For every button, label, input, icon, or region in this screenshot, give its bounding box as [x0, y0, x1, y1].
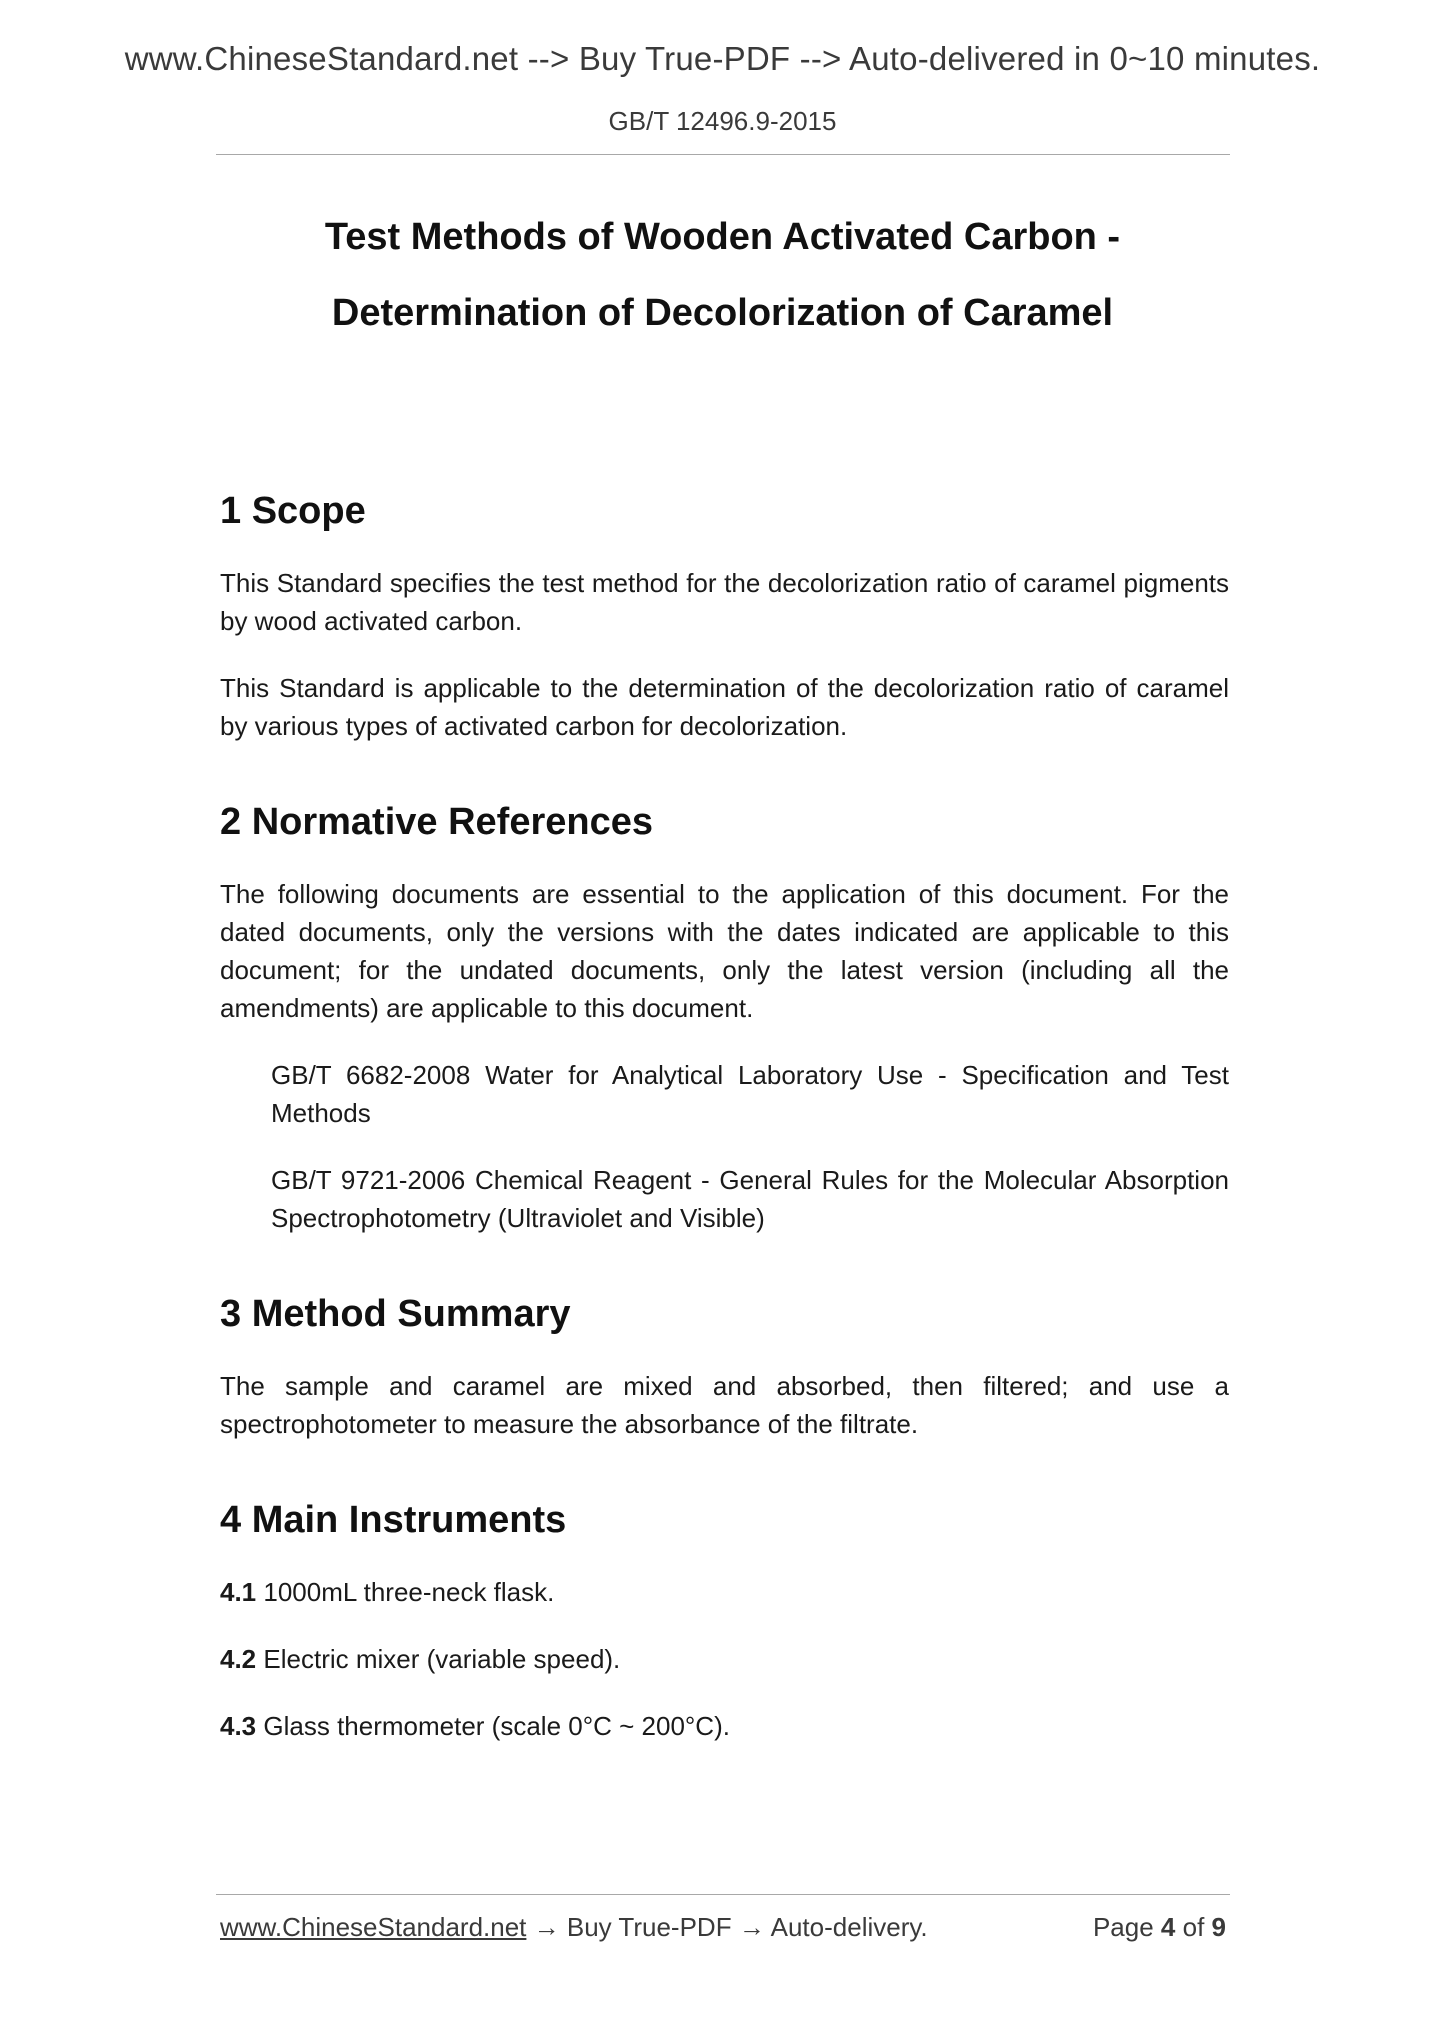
page-label: Page	[1092, 1912, 1154, 1942]
instrument-number: 4.3	[220, 1711, 257, 1741]
instrument-number: 4.1	[220, 1577, 257, 1607]
reference-item: GB/T 6682-2008 Water for Analytical Laboratory Use - Specification and Test Methods	[271, 1060, 1229, 1128]
instrument-item	[220, 1707, 1229, 1745]
instrument-number: 4.2	[220, 1644, 257, 1674]
document-title-line-2: Determination of Decolorization of Caramel	[331, 292, 1114, 334]
page-indicator	[1093, 1912, 1226, 1943]
footer-links	[220, 1912, 928, 1943]
scope-paragraph-2: This Standard is applicable to the determination of the decolorization ratio of caramel by various types of activated carbon for decolorization.	[220, 673, 1229, 741]
section-heading-main-instruments: 4 Main Instruments	[220, 1499, 567, 1541]
method-summary-paragraph: The sample and caramel are mixed and absorbed, then filtered; and use a spectrophotometer to measure the absorbance of the filtrate.	[220, 1371, 1229, 1439]
reference-item: GB/T 9721-2006 Chemical Reagent - General Rules for the Molecular Absorption Spectrophotometry (Ultraviolet and Visible)	[271, 1165, 1229, 1233]
section-heading-scope: 1 Scope	[220, 490, 366, 532]
normative-paragraph: The following documents are essential to the application of this document. For the dated documents, only the versions with the dates indicated are applicable to this document; for the undated documents, only the latest version (including all the amendments) are applicable to this document.	[220, 879, 1229, 1023]
footer-site-link[interactable]: www.ChineseStandard.net	[220, 1912, 527, 1942]
standard-code: GB/T 12496.9-2015	[608, 106, 837, 136]
scope-paragraph-1: This Standard specifies the test method for the decolorization ratio of caramel pigments by wood activated carbon.	[220, 568, 1229, 636]
instrument-item	[220, 1640, 1229, 1678]
document-body	[220, 484, 1229, 1745]
footer-buy-text: Buy True-PDF	[566, 1912, 732, 1942]
footer-divider	[216, 1894, 1230, 1895]
instrument-item	[220, 1573, 1229, 1611]
of-label: of	[1182, 1912, 1205, 1942]
page-footer	[220, 1912, 1226, 1948]
section-heading-method-summary: 3 Method Summary	[220, 1293, 571, 1335]
document-title-line-1: Test Methods of Wooden Activated Carbon -	[324, 216, 1121, 258]
arrow-right-icon: →	[533, 1912, 560, 1942]
instrument-text: Electric mixer (variable speed).	[263, 1644, 621, 1674]
arrow-right-icon: →	[738, 1912, 765, 1942]
instrument-text: 1000mL three-neck flask.	[263, 1577, 555, 1607]
footer-delivery-text: Auto-delivery.	[770, 1912, 928, 1942]
top-banner: www.ChineseStandard.net --> Buy True-PDF --> Auto-delivered in 0~10 minutes.	[124, 40, 1321, 77]
page-number: 4	[1160, 1912, 1176, 1942]
header-divider	[216, 154, 1230, 155]
instrument-text: Glass thermometer (scale 0°C ~ 200°C).	[263, 1711, 730, 1741]
page-total: 9	[1211, 1912, 1226, 1942]
section-heading-normative-references: 2 Normative References	[220, 801, 653, 843]
